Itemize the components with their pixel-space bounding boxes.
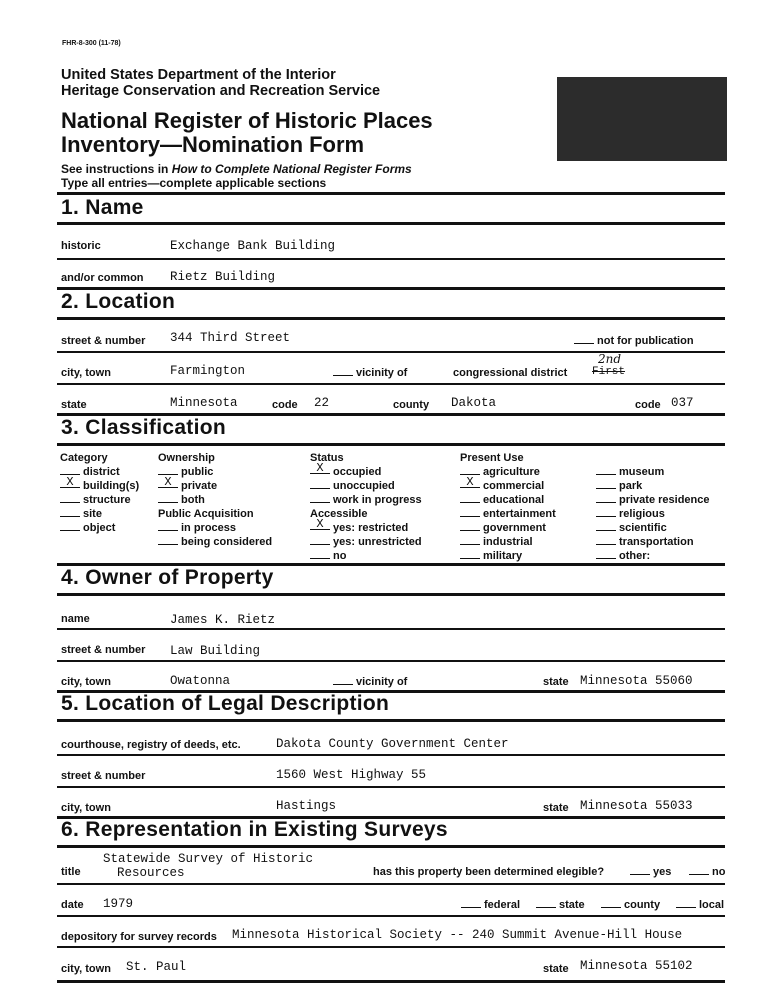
divider (57, 719, 725, 722)
legal-street-field[interactable]: 1560 West Highway 55 (276, 768, 427, 782)
owner-street-label: street & number (61, 644, 146, 656)
county-field[interactable]: Dakota (451, 396, 497, 410)
use-other[interactable]: other: (596, 549, 710, 563)
section-5-heading: 5. Location of Legal Description (61, 692, 390, 715)
owner-name-field[interactable]: James K. Rietz (170, 613, 276, 627)
legal-street-label: street & number (61, 770, 146, 782)
county-label: county (393, 399, 430, 411)
survey-city-field[interactable]: St. Paul (126, 960, 187, 974)
divider (57, 593, 725, 596)
legal-state-label: state (543, 802, 569, 814)
survey-state-label: state (543, 963, 569, 975)
use-park[interactable]: park (596, 479, 710, 493)
depository-field[interactable]: Minnesota Historical Society -- 240 Summit Avenue-Hill House (232, 928, 683, 942)
form-title-line-1: National Register of Historic Places (61, 108, 433, 133)
category-district[interactable]: district (60, 465, 139, 479)
use-private-residence[interactable]: private residence (596, 493, 710, 507)
eligible-question: has this property been determined elegible? (373, 866, 605, 878)
street-label: street & number (61, 335, 146, 347)
county-code-label: code (635, 399, 661, 411)
owner-street-field[interactable]: Law Building (170, 644, 261, 658)
agency-line-2: Heritage Conservation and Recreation Service (61, 83, 381, 99)
survey-title-label: title (61, 866, 81, 878)
use-religious[interactable]: religious (596, 507, 710, 521)
category-structure[interactable]: structure (60, 493, 139, 507)
ownership-public[interactable]: public (158, 465, 272, 479)
divider (57, 845, 725, 848)
section-3-heading: 3. Classification (61, 416, 226, 439)
survey-county-option[interactable]: county (601, 899, 660, 911)
owner-state-label: state (543, 676, 569, 688)
acquisition-in-process[interactable]: in process (158, 521, 272, 535)
form-number: FHR-8-300 (11-78) (62, 40, 121, 47)
owner-name-label: name (61, 613, 90, 625)
vicinity-option[interactable]: vicinity of (333, 367, 407, 379)
use-entertainment[interactable]: entertainment (460, 507, 556, 521)
state-code-label: code (272, 399, 298, 411)
acquisition-being-considered[interactable]: being considered (158, 535, 272, 549)
divider (57, 443, 725, 446)
survey-local-option[interactable]: local (676, 899, 724, 911)
legal-city-field[interactable]: Hastings (276, 799, 337, 813)
state-field[interactable]: Minnesota (170, 396, 238, 410)
congressional-district-label: congressional district (453, 367, 568, 379)
agency-line-1: United States Department of the Interior (61, 67, 336, 83)
status-title: Status (310, 452, 344, 464)
use-scientific[interactable]: scientific (596, 521, 710, 535)
ownership-title: Ownership (158, 452, 215, 464)
instructions-line-1: See instructions in How to Complete National Register Forms (61, 162, 412, 176)
owner-city-field[interactable]: Owatonna (170, 674, 231, 688)
survey-title-line-2[interactable]: Resources (117, 866, 185, 880)
common-name-label: and/or common (61, 272, 144, 284)
category-title: Category (60, 452, 108, 464)
use-government[interactable]: government (460, 521, 556, 535)
common-name-field[interactable]: Rietz Building (170, 270, 276, 284)
category-column (60, 451, 139, 535)
congressional-district-handwritten[interactable]: 2nd (598, 352, 622, 366)
courthouse-label: courthouse, registry of deeds, etc. (61, 739, 241, 751)
instructions-line-2: Type all entries—complete applicable sections (61, 176, 327, 190)
divider (57, 786, 725, 788)
survey-state-option[interactable]: state (536, 899, 585, 911)
divider (57, 754, 725, 756)
ownership-both[interactable]: both (158, 493, 272, 507)
use-agriculture[interactable]: agriculture (460, 465, 556, 479)
courthouse-field[interactable]: Dakota County Government Center (276, 737, 509, 751)
accessible-no[interactable]: no (310, 549, 422, 563)
eligible-no-option[interactable]: no (689, 866, 725, 878)
historic-label: historic (61, 240, 101, 252)
present-use-column-1 (460, 451, 556, 563)
survey-state-field[interactable]: Minnesota 55102 (580, 959, 693, 973)
not-for-publication-option[interactable]: not for publication (574, 335, 694, 347)
divider (57, 222, 725, 225)
use-military[interactable]: military (460, 549, 556, 563)
accessible-yes-unrestricted[interactable]: yes: unrestricted (310, 535, 422, 549)
category-object[interactable]: object (60, 521, 139, 535)
survey-city-label: city, town (61, 963, 111, 975)
use-educational[interactable]: educational (460, 493, 556, 507)
divider (57, 980, 725, 983)
acquisition-title: Public Acquisition (158, 508, 254, 520)
congressional-district-struck: First (592, 366, 626, 378)
category-buildings[interactable]: X building(s) (60, 479, 139, 493)
category-site[interactable]: site (60, 507, 139, 521)
divider (57, 883, 725, 885)
survey-title-line-1[interactable]: Statewide Survey of Historic (103, 852, 314, 866)
county-code-field[interactable]: 037 (671, 396, 694, 410)
accessible-title: Accessible (310, 508, 368, 520)
section-4-heading: 4. Owner of Property (61, 566, 274, 589)
status-unoccupied[interactable]: unoccupied (310, 479, 422, 493)
status-work-in-progress[interactable]: work in progress (310, 493, 422, 507)
state-label: state (61, 399, 87, 411)
present-use-title: Present Use (460, 452, 524, 464)
section-6-heading: 6. Representation in Existing Surveys (61, 818, 448, 841)
legal-state-field[interactable]: Minnesota 55033 (580, 799, 693, 813)
survey-federal-option[interactable]: federal (461, 899, 520, 911)
use-commercial[interactable]: X commercial (460, 479, 556, 493)
depository-label: depository for survey records (61, 931, 217, 943)
accessible-yes-restricted[interactable]: X yes: restricted (310, 521, 422, 535)
section-2-heading: 2. Location (61, 290, 176, 313)
owner-vicinity-option[interactable]: vicinity of (333, 676, 407, 688)
divider (57, 383, 725, 385)
divider (57, 915, 725, 917)
use-industrial[interactable]: industrial (460, 535, 556, 549)
city-field[interactable]: Farmington (170, 364, 246, 378)
divider (57, 258, 725, 260)
historic-name-field[interactable]: Exchange Bank Building (170, 239, 336, 253)
divider (57, 946, 725, 948)
present-use-column-2 (596, 465, 710, 563)
owner-city-label: city, town (61, 676, 111, 688)
divider (57, 660, 725, 662)
city-label: city, town (61, 367, 111, 379)
street-field[interactable]: 344 Third Street (170, 331, 291, 345)
form-title-line-2: Inventory—Nomination Form (61, 132, 365, 157)
status-column (310, 451, 422, 563)
divider (57, 192, 725, 195)
use-transportation[interactable]: transportation (596, 535, 710, 549)
official-use-block (557, 77, 727, 161)
eligible-yes-option[interactable]: yes (630, 866, 671, 878)
section-1-heading: 1. Name (61, 196, 144, 219)
divider (57, 317, 725, 320)
legal-city-label: city, town (61, 802, 111, 814)
ownership-column (158, 451, 272, 549)
owner-state-field[interactable]: Minnesota 55060 (580, 674, 693, 688)
use-museum[interactable]: museum (596, 465, 710, 479)
state-code-field[interactable]: 22 (314, 396, 330, 410)
ownership-private[interactable]: X private (158, 479, 272, 493)
status-occupied[interactable]: X occupied (310, 465, 422, 479)
survey-date-field[interactable]: 1979 (103, 897, 134, 911)
divider (57, 351, 725, 353)
survey-date-label: date (61, 899, 84, 911)
divider (57, 628, 725, 630)
